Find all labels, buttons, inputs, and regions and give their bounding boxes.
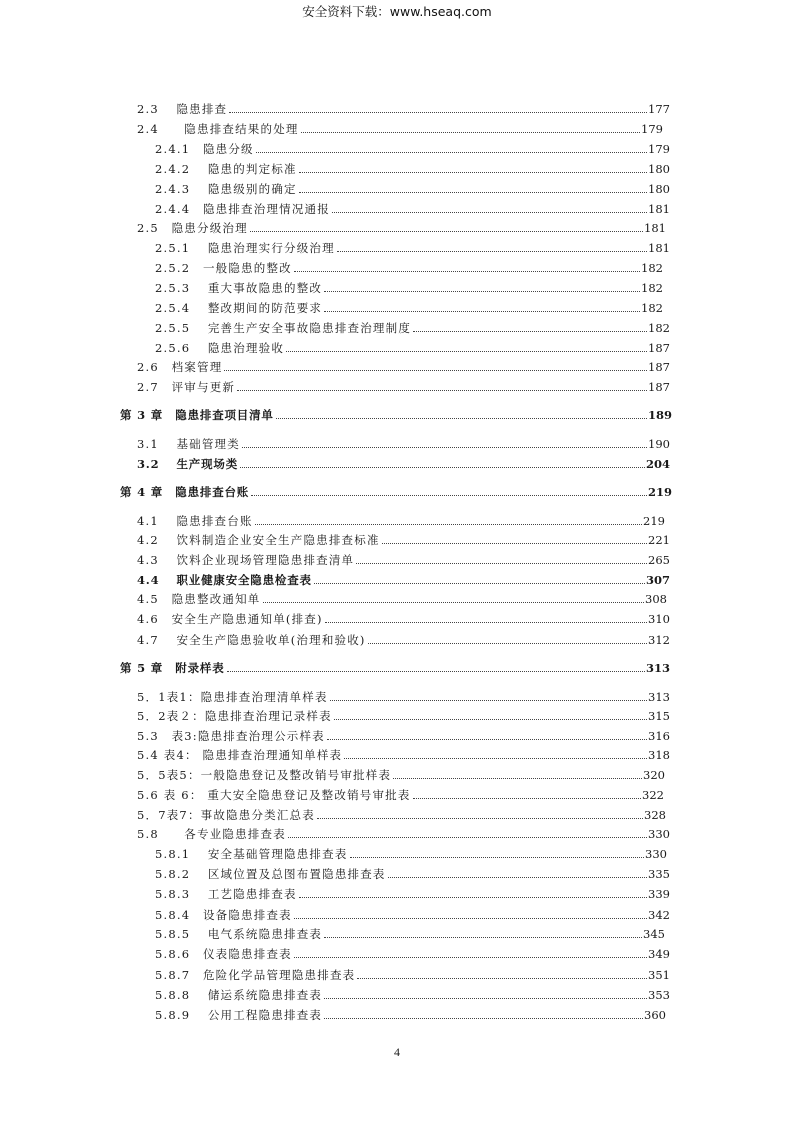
toc-entry[interactable] bbox=[155, 982, 670, 1002]
toc-dot-leader bbox=[229, 112, 647, 113]
toc-entry-title: 3.1 基础管理类 bbox=[137, 437, 240, 451]
toc-entry-title: 4.2 饮料制造企业安全生产隐患排查标准 bbox=[137, 533, 380, 547]
toc-chapter-entry[interactable] bbox=[120, 655, 670, 675]
toc-entry[interactable] bbox=[155, 136, 670, 156]
toc-entry-title: 2.4.4 隐患排查治理情况通报 bbox=[155, 202, 330, 216]
toc-dot-leader bbox=[388, 877, 647, 878]
toc-entry-title: 2.4.3 隐患级别的确定 bbox=[155, 182, 297, 196]
toc-entry-title: 5.8.3 工艺隐患排查表 bbox=[155, 887, 297, 901]
toc-entry[interactable] bbox=[155, 275, 663, 295]
toc-entry-page: 307 bbox=[645, 573, 670, 587]
toc-entry[interactable] bbox=[137, 354, 670, 374]
toc-entry[interactable] bbox=[137, 821, 670, 841]
toc-entry[interactable] bbox=[155, 881, 670, 901]
toc-entry-title: 4.6 安全生产隐患通知单(排查) bbox=[137, 612, 323, 626]
toc-dot-leader bbox=[337, 251, 647, 252]
toc-entry-page: 180 bbox=[648, 162, 670, 176]
toc-entry-page: 342 bbox=[648, 908, 670, 922]
toc-entry-page: 265 bbox=[648, 553, 670, 567]
toc-dot-leader bbox=[299, 172, 647, 173]
toc-entry[interactable] bbox=[155, 235, 670, 255]
toc-entry-page: 320 bbox=[643, 768, 665, 782]
toc-entry[interactable] bbox=[155, 1002, 666, 1022]
toc-entry-page: 335 bbox=[648, 867, 670, 881]
toc-entry-title: 5.8.4 设备隐患排查表 bbox=[155, 908, 292, 922]
toc-entry-title: 2.7 评审与更新 bbox=[137, 380, 236, 394]
toc-entry-title: 4.7 安全生产隐患验收单(治理和验收) bbox=[137, 633, 366, 647]
toc-entry-page: 349 bbox=[648, 947, 670, 961]
toc-entry-page: 351 bbox=[648, 968, 670, 982]
toc-dot-leader bbox=[294, 271, 640, 272]
toc-entry-title: 2.4 隐患排查结果的处理 bbox=[137, 122, 299, 136]
toc-dot-leader bbox=[299, 192, 647, 193]
toc-dot-leader bbox=[368, 643, 647, 644]
toc-entry[interactable] bbox=[137, 116, 663, 136]
toc-entry[interactable] bbox=[155, 902, 670, 922]
toc-dot-leader bbox=[224, 370, 647, 371]
toc-dot-leader bbox=[288, 837, 647, 838]
toc-entry-page: 353 bbox=[648, 988, 670, 1002]
toc-entry[interactable] bbox=[155, 861, 670, 881]
toc-entry-page: 182 bbox=[641, 301, 663, 315]
toc-entry-title: 5．5表5：一般隐患登记及整改销号审批样表 bbox=[137, 768, 392, 782]
toc-entry-title: 5．1表1：隐患排查治理清单样表 bbox=[137, 690, 328, 704]
toc-entry-title: 2.3 隐患排查 bbox=[137, 102, 228, 116]
toc-entry-page: 313 bbox=[645, 661, 670, 675]
toc-entry[interactable] bbox=[137, 215, 666, 235]
toc-entry-page: 318 bbox=[648, 748, 670, 762]
toc-dot-leader bbox=[256, 152, 647, 153]
toc-entry-page: 182 bbox=[641, 261, 663, 275]
toc-dot-leader bbox=[332, 212, 647, 213]
toc-entry[interactable] bbox=[155, 156, 670, 176]
toc-entry-page: 177 bbox=[648, 102, 670, 116]
toc-dot-leader bbox=[240, 467, 645, 468]
toc-dot-leader bbox=[263, 602, 645, 603]
toc-entry-page: 180 bbox=[648, 182, 670, 196]
toc-dot-leader bbox=[330, 700, 647, 701]
toc-dot-leader bbox=[301, 132, 640, 133]
toc-dot-leader bbox=[251, 495, 647, 496]
toc-entry-title: 5.8.1 安全基础管理隐患排查表 bbox=[155, 847, 348, 861]
toc-entry[interactable] bbox=[137, 547, 670, 567]
toc-entry[interactable] bbox=[155, 962, 670, 982]
toc-entry-page: 204 bbox=[645, 457, 670, 471]
toc-entry-page: 315 bbox=[648, 709, 670, 723]
toc-dot-leader bbox=[227, 671, 645, 672]
toc-entry-title: 5．7表7：事故隐患分类汇总表 bbox=[137, 808, 315, 822]
toc-entry-page: 182 bbox=[648, 321, 670, 335]
toc-entry-title: 2.5.2 一般隐患的整改 bbox=[155, 261, 292, 275]
toc-entry-title: 2.5.3 重大事故隐患的整改 bbox=[155, 281, 323, 295]
toc-entry-page: 221 bbox=[648, 533, 670, 547]
toc-entry-title: 5.8.6 仪表隐患排查表 bbox=[155, 947, 292, 961]
toc-entry-title: 4.1 隐患排查台账 bbox=[137, 514, 253, 528]
toc-entry[interactable] bbox=[137, 782, 664, 802]
page-header: 安全资料下载：www.hseaq.com bbox=[302, 4, 492, 19]
toc-entry-page: 187 bbox=[648, 341, 670, 355]
toc-entry-page: 339 bbox=[648, 887, 670, 901]
toc-entry-title: 2.5.1 隐患治理实行分级治理 bbox=[155, 241, 335, 255]
toc-dot-leader bbox=[294, 918, 647, 919]
toc-entry-title: 2.5.6 隐患治理验收 bbox=[155, 341, 285, 355]
toc-entry-page: 179 bbox=[641, 122, 663, 136]
toc-dot-leader bbox=[324, 998, 647, 999]
toc-entry[interactable] bbox=[137, 627, 670, 647]
toc-chapter-entry[interactable] bbox=[137, 567, 670, 587]
toc-entry[interactable] bbox=[137, 684, 670, 704]
toc-entry-title: 5.8 各专业隐患排查表 bbox=[137, 827, 286, 841]
toc-dot-leader bbox=[286, 351, 647, 352]
toc-entry-page: 312 bbox=[648, 633, 670, 647]
toc-dot-leader bbox=[344, 758, 647, 759]
toc-dot-leader bbox=[324, 311, 640, 312]
toc-entry-page: 360 bbox=[644, 1008, 666, 1022]
toc-entry-title: 2.5.5 完善生产安全事故隐患排查治理制度 bbox=[155, 321, 412, 335]
toc-dot-leader bbox=[276, 418, 647, 419]
toc-entry-title: 2.6 档案管理 bbox=[137, 360, 223, 374]
toc-entry[interactable] bbox=[155, 196, 670, 216]
toc-entry-title: 第 5 章 附录样表 bbox=[120, 661, 225, 675]
toc-entry-title: 5.8.5 电气系统隐患排查表 bbox=[155, 927, 323, 941]
toc-entry-title: 5.8.8 储运系统隐患排查表 bbox=[155, 988, 323, 1002]
toc-entry[interactable] bbox=[137, 586, 667, 606]
toc-entry[interactable] bbox=[137, 742, 670, 762]
toc-entry-page: 189 bbox=[647, 408, 672, 422]
toc-entry-page: 181 bbox=[644, 221, 666, 235]
toc-entry[interactable] bbox=[137, 723, 670, 743]
toc-entry-page: 322 bbox=[642, 788, 664, 802]
toc-entry-page: 182 bbox=[641, 281, 663, 295]
toc-entry[interactable] bbox=[137, 508, 665, 528]
toc-dot-leader bbox=[357, 978, 647, 979]
toc-entry-title: 4.5 隐患整改通知单 bbox=[137, 592, 261, 606]
toc-dot-leader bbox=[324, 291, 640, 292]
toc-entry[interactable] bbox=[155, 295, 663, 315]
toc-entry-page: 219 bbox=[643, 514, 665, 528]
toc-dot-leader bbox=[255, 524, 642, 525]
toc-entry-page: 179 bbox=[648, 142, 670, 156]
toc-entry-title: 2.4.1 隐患分级 bbox=[155, 142, 254, 156]
toc-entry-page: 181 bbox=[648, 202, 670, 216]
toc-dot-leader bbox=[314, 583, 645, 584]
toc-entry[interactable] bbox=[155, 841, 667, 861]
toc-dot-leader bbox=[294, 957, 647, 958]
toc-entry[interactable] bbox=[155, 941, 670, 961]
toc-chapter-entry[interactable] bbox=[120, 402, 672, 422]
toc-entry-title: 5.4 表4： 隐患排查治理通知单样表 bbox=[137, 748, 343, 762]
toc-dot-leader bbox=[324, 937, 642, 938]
toc-entry[interactable] bbox=[137, 606, 670, 626]
toc-entry-page: 345 bbox=[643, 927, 665, 941]
toc-entry-page: 328 bbox=[644, 808, 666, 822]
toc-dot-leader bbox=[325, 622, 647, 623]
toc-entry-title: 2.4.2 隐患的判定标准 bbox=[155, 162, 297, 176]
toc-entry-page: 181 bbox=[648, 241, 670, 255]
toc-entry-title: 5.6 表 6： 重大安全隐患登记及整改销号审批表 bbox=[137, 788, 411, 802]
toc-entry-title: 5．2表２：隐患排查治理记录样表 bbox=[137, 709, 332, 723]
toc-entry-page: 219 bbox=[647, 485, 672, 499]
toc-entry-title: 2.5.4 整改期间的防范要求 bbox=[155, 301, 323, 315]
toc-dot-leader bbox=[350, 857, 645, 858]
toc-entry[interactable] bbox=[137, 374, 670, 394]
toc-entry-page: 187 bbox=[648, 380, 670, 394]
toc-entry[interactable] bbox=[155, 255, 663, 275]
toc-entry-title: 5.8.2 区域位置及总图布置隐患排查表 bbox=[155, 867, 386, 881]
toc-entry[interactable] bbox=[137, 762, 665, 782]
toc-entry-page: 330 bbox=[645, 847, 667, 861]
toc-entry[interactable] bbox=[137, 703, 670, 723]
toc-entry-page: 187 bbox=[648, 360, 670, 374]
toc-entry[interactable] bbox=[155, 921, 665, 941]
toc-dot-leader bbox=[413, 331, 647, 332]
toc-dot-leader bbox=[299, 897, 647, 898]
toc-dot-leader bbox=[327, 739, 647, 740]
toc-entry-title: 5.3 表3:隐患排查治理公示样表 bbox=[137, 729, 325, 743]
toc-entry-page: 330 bbox=[648, 827, 670, 841]
toc-entry-title: 4.3 饮料企业现场管理隐患排查清单 bbox=[137, 553, 355, 567]
toc-dot-leader bbox=[382, 543, 647, 544]
toc-chapter-entry[interactable] bbox=[137, 451, 670, 471]
toc-entry[interactable] bbox=[137, 431, 670, 451]
toc-entry[interactable] bbox=[137, 96, 670, 116]
toc-dot-leader bbox=[356, 563, 647, 564]
toc-entry-title: 5.8.9 公用工程隐患排查表 bbox=[155, 1008, 323, 1022]
toc-dot-leader bbox=[393, 778, 642, 779]
toc-chapter-entry[interactable] bbox=[120, 479, 672, 499]
toc-dot-leader bbox=[250, 231, 643, 232]
toc-entry[interactable] bbox=[155, 315, 670, 335]
toc-entry-title: 4.4 职业健康安全隐患检查表 bbox=[137, 573, 312, 587]
toc-dot-leader bbox=[324, 1018, 643, 1019]
toc-entry[interactable] bbox=[137, 527, 670, 547]
toc-entry-page: 313 bbox=[648, 690, 670, 704]
toc-dot-leader bbox=[242, 447, 647, 448]
toc-entry-page: 316 bbox=[648, 729, 670, 743]
toc-entry-page: 308 bbox=[645, 592, 667, 606]
toc-entry-title: 第 3 章 隐患排查项目清单 bbox=[120, 408, 274, 422]
toc-entry-title: 2.5 隐患分级治理 bbox=[137, 221, 248, 235]
toc-entry-title: 第 4 章 隐患排查台账 bbox=[120, 485, 250, 499]
toc-entry-page: 190 bbox=[648, 437, 670, 451]
toc-dot-leader bbox=[317, 818, 643, 819]
toc-dot-leader bbox=[334, 719, 647, 720]
toc-dot-leader bbox=[413, 798, 641, 799]
toc-entry-page: 310 bbox=[648, 612, 670, 626]
toc-dot-leader bbox=[237, 390, 647, 391]
toc-entry-title: 5.8.7 危险化学品管理隐患排查表 bbox=[155, 968, 356, 982]
toc-entry[interactable] bbox=[155, 176, 670, 196]
toc-entry[interactable] bbox=[137, 802, 666, 822]
toc-entry-title: 3.2 生产现场类 bbox=[137, 457, 239, 471]
page-number: 4 bbox=[394, 1045, 400, 1059]
toc-entry[interactable] bbox=[155, 335, 670, 355]
